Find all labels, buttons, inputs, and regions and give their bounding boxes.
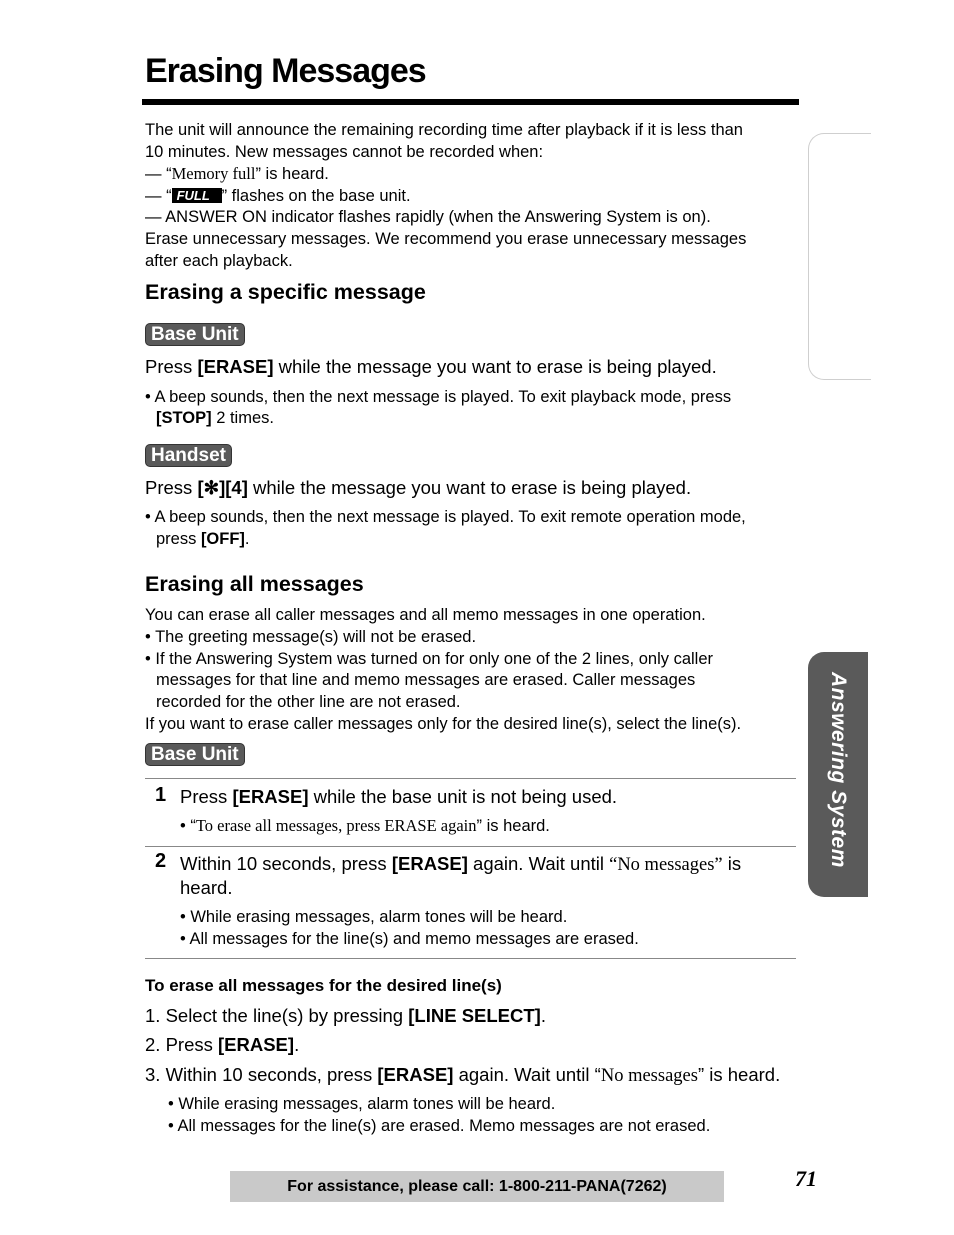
intro-condition-1: — “Memory full” is heard. — [145, 164, 329, 183]
assistance-footer: For assistance, please call: 1-800-211-PANA(7262) — [230, 1171, 724, 1202]
side-tab-label: Answering System — [827, 672, 850, 868]
intro-condition-3: — ANSWER ON indicator flashes rapidly (when the Answering System is on). — [145, 208, 711, 226]
step-2-number: 2 — [155, 850, 167, 872]
step-divider-top — [145, 778, 796, 779]
intro-line-6: Erase unnecessary messages. We recommend you erase unnecessary messages — [145, 230, 747, 248]
desired-step-2: 2. Press [ERASE]. — [145, 1034, 300, 1055]
step-divider-middle — [145, 846, 796, 847]
desired-step-1: 1. Select the line(s) by pressing [LINE SELECT]. — [145, 1005, 546, 1026]
base-unit-badge: Base Unit — [145, 323, 245, 346]
intro-condition-2: — “ FULL ” flashes on the base unit. — [145, 187, 411, 205]
all-line-5: recorded for the other line are not erased. — [156, 693, 461, 711]
all-line-4: messages for that line and memo messages are erased. Caller messages — [156, 671, 696, 689]
handset-note-2: press [OFF]. — [156, 530, 250, 548]
intro-line-1: The unit will announce the remaining recording time after playback if it is less than — [145, 121, 743, 139]
intro-line-2: 10 minutes. New messages cannot be recorded when: — [145, 143, 544, 161]
title-rule — [142, 99, 799, 105]
all-line-1: You can erase all caller messages and all memo messages in one operation. — [145, 606, 706, 624]
step-1-number: 1 — [155, 784, 167, 806]
desired-note-1: • While erasing messages, alarm tones will be heard. — [168, 1095, 556, 1113]
all-line-3: • If the Answering System was turned on for only one of the 2 lines, only caller — [145, 650, 713, 668]
memory-full-text: Memory full — [171, 164, 256, 183]
page-title: Erasing Messages — [145, 52, 426, 90]
desired-step-3: 3. Within 10 seconds, press [ERASE] again. Wait until “No messages” is heard. — [145, 1064, 781, 1086]
step-2-note-2: • All messages for the line(s) and memo messages are erased. — [180, 930, 639, 948]
full-display-badge: FULL — [172, 188, 222, 203]
base-unit-badge-2: Base Unit — [145, 743, 245, 766]
step-2-text-line-2: heard. — [180, 877, 233, 898]
section-heading-specific: Erasing a specific message — [145, 280, 426, 304]
all-line-2: • The greeting message(s) will not be erased. — [145, 628, 477, 646]
base-unit-note-2: [STOP] 2 times. — [156, 409, 274, 427]
section-heading-all: Erasing all messages — [145, 572, 364, 596]
all-line-6: If you want to erase caller messages only for the desired line(s), select the line(s). — [145, 715, 742, 733]
desired-heading: To erase all messages for the desired line(s) — [145, 976, 502, 995]
desired-note-2: • All messages for the line(s) are erased. Memo messages are not erased. — [168, 1117, 711, 1135]
step-2-note-1: • While erasing messages, alarm tones will be heard. — [180, 908, 568, 926]
step-divider-bottom — [145, 958, 796, 959]
handset-note-1: • A beep sounds, then the next message is played. To exit remote operation mode, — [145, 508, 746, 526]
side-tab-outline — [808, 133, 871, 380]
handset-badge: Handset — [145, 444, 232, 467]
base-unit-instruction: Press [ERASE] while the message you want to erase is being played. — [145, 356, 717, 377]
intro-line-7: after each playback. — [145, 252, 293, 270]
page-number: 71 — [795, 1166, 817, 1191]
step-1-note: • “To erase all messages, press ERASE again” is heard. — [180, 816, 550, 835]
step-2-text: Within 10 seconds, press [ERASE] again. Wait until “No messages” is — [180, 853, 742, 875]
step-1-text: Press [ERASE] while the base unit is not being used. — [180, 786, 618, 807]
side-tab — [808, 652, 868, 897]
base-unit-note-1: • A beep sounds, then the next message is played. To exit playback mode, press — [145, 388, 732, 406]
handset-instruction: Press [✻][4] while the message you want to erase is being played. — [145, 477, 692, 498]
